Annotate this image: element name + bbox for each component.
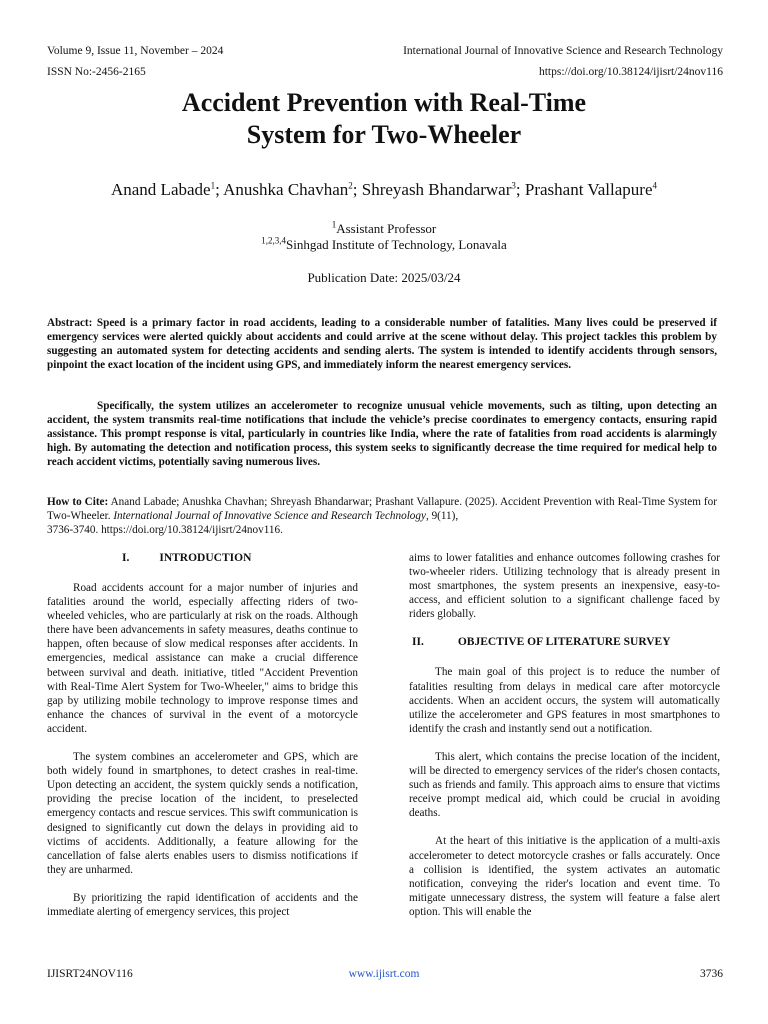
section-heading-introduction — [47, 551, 358, 565]
author-list — [0, 179, 768, 201]
author-name: Anand Labade — [110, 180, 211, 199]
left-column — [47, 551, 358, 933]
section-heading-objective — [409, 635, 720, 649]
objective-paragraph-2: This alert, which contains the precise location of the incident, will be directed to emergency services of the rider's chosen contacts, such as friends and family. This approach aims to ensure that victims receive prompt medical aid, which could be crucial in avoiding deaths. — [409, 750, 720, 820]
header-issn: ISSN No:-2456-2165 — [47, 66, 146, 78]
affiliation-sup: 1 — [331, 219, 337, 230]
author-name: Anushka Chavhan — [223, 180, 349, 199]
section-title: OBJECTIVE OF LITERATURE SURVEY — [457, 636, 671, 649]
paper-title — [0, 87, 768, 151]
affiliation-text: Assistant Professor — [336, 221, 437, 236]
objective-paragraph-3: At the heart of this initiative is the application of a multi-axis accelerometer to detect motorcycle crashes or falls accurately. Once a collision is identified, the system activates an automatic notification, conveying the rider's location and event time. To mitigate unnecessary distress, the system will feature a false alert option. This will enable the — [409, 835, 720, 918]
author-sup: 4 — [652, 180, 657, 191]
abstract-paragraph-1 — [47, 317, 717, 373]
intro-paragraph-1: Road accidents account for a major number of injuries and fatalities around the world, especially affecting riders of two-wheeled vehicles, who are particularly at risk on the roads. Although there have been advancements in safety measures, deaths continue to happen, often because of slow medical responses after accidents. In emergencies, medical assistance can make a crucial difference between survival and death. initiative, titled "Accident Prevention with Real-Time Alert System for Two-Wheeler," aims to bridge this gap by utilizing mobile technology to improve response times and enhance the chances of survival in the event of a motorcycle accident. — [47, 582, 358, 735]
title-line-2: System for Two-Wheeler — [246, 120, 522, 149]
abstract-text: Speed is a primary factor in road accidents, leading to a considerable number of fatalities. Many lives could be preserved if emergency services were alerted quickly about accidents and could arrive at the scene without delay. This project tackles this problem by suggesting an automated system for detecting accidents and sending alerts. The system is intended to identify accidents through sensors, pinpoint the exact location of the incident using GPS, and immediately inform the nearest emergency services. — [47, 317, 717, 371]
header-journal: International Journal of Innovative Science and Research Technology — [403, 45, 723, 57]
abstract-label: Abstract: — [47, 317, 93, 329]
affiliation-text: Sinhgad Institute of Technology, Lonavala — [285, 237, 507, 252]
author-sep: ; — [352, 180, 362, 199]
title-line-1: Accident Prevention with Real-Time — [181, 88, 587, 117]
author-sup: 3 — [511, 180, 516, 191]
author-sep: ; — [515, 180, 525, 199]
affiliation-2 — [0, 237, 768, 253]
section-number: II. — [412, 636, 424, 649]
intro-paragraph-3: By prioritizing the rapid identification of accidents and the immediate alerting of emergency services, this project — [47, 891, 358, 918]
affiliation-1 — [0, 221, 768, 237]
section-number: I. — [122, 552, 130, 564]
right-column — [409, 551, 720, 933]
cite-volume: , 9(11), — [425, 509, 459, 522]
author-name: Prashant Vallapure — [524, 180, 653, 199]
author-sup: 1 — [210, 180, 216, 191]
footer-paper-id: IJISRT24NOV116 — [47, 968, 133, 980]
author-sup: 2 — [348, 180, 353, 191]
cite-pages-doi: 3736-3740. https://doi.org/10.38124/ijisrt/24nov116. — [47, 523, 283, 536]
objective-paragraph-1: The main goal of this project is to reduce the number of fatalities resulting from delays in medical care after motorcycle accidents. When an accident occurs, the system will automatically utilize the accelerometer and GPS features in most smartphones to identify the crash and instantly send out a notification. — [409, 666, 720, 735]
author-sep: ; — [215, 180, 224, 199]
cite-text: Anand Labade; Anushka Chavhan; Shreyash Bhandarwar; Prashant Vallapure. (2025). Accident Prevention with Real-Time System for Two-Wheeler. — [47, 496, 717, 522]
affiliation-sup: 1,2,3,4 — [261, 235, 286, 246]
abstract-paragraph-2: Specifically, the system utilizes an accelerometer to recognize unusual vehicle movements, such as tilting, upon detecting an accident, the system transmits real-time notifications that include the vehicle’s precise coordinates to emergency contacts, ensuring rapid assistance. This prompt response is vital, particularly in countries like India, where the rate of fatalities from road accidents is alarmingly high. By automating the detection and notification process, this system seeks to significantly decrease the time required for medical help to reach accident victims, potentially saving numerous lives. — [47, 400, 717, 468]
footer-page-number: 3736 — [700, 968, 723, 980]
author-name: Shreyash Bhandarwar — [361, 180, 512, 199]
header-doi[interactable]: https://doi.org/10.38124/ijisrt/24nov116 — [538, 66, 723, 78]
footer-website-link[interactable]: www.ijisrt.com — [348, 968, 420, 980]
cite-journal: International Journal of Innovative Science and Research Technology — [113, 509, 426, 522]
section-title: INTRODUCTION — [159, 552, 252, 564]
how-to-cite — [47, 496, 717, 538]
cite-label: How to Cite: — [47, 496, 109, 508]
intro-paragraph-2: The system combines an accelerometer and GPS, which are both widely found in smartphones, to detect crashes in real-time. Upon detecting an accident, the system quickly sends a notification, providing the precise location of the incident, to preselected emergency contacts and rescue services. This swift communication is designed to significantly cut down the delays in providing aid to victims of accidents. Additionally, a feature allowing for the cancellation of false alerts enables users to dismiss notifications if they are unharmed. — [47, 751, 358, 876]
intro-paragraph-3-continued: aims to lower fatalities and enhance outcomes following crashes for two-wheeler riders. Utilizing technology that is already present in most smartphones, the system presents an inexpensive, easy-to-access, and efficient solution to a significant challenge faced by riders globally. — [409, 552, 720, 621]
header-volume: Volume 9, Issue 11, November – 2024 — [47, 45, 224, 57]
publication-date: Publication Date: 2025/03/24 — [307, 270, 461, 285]
